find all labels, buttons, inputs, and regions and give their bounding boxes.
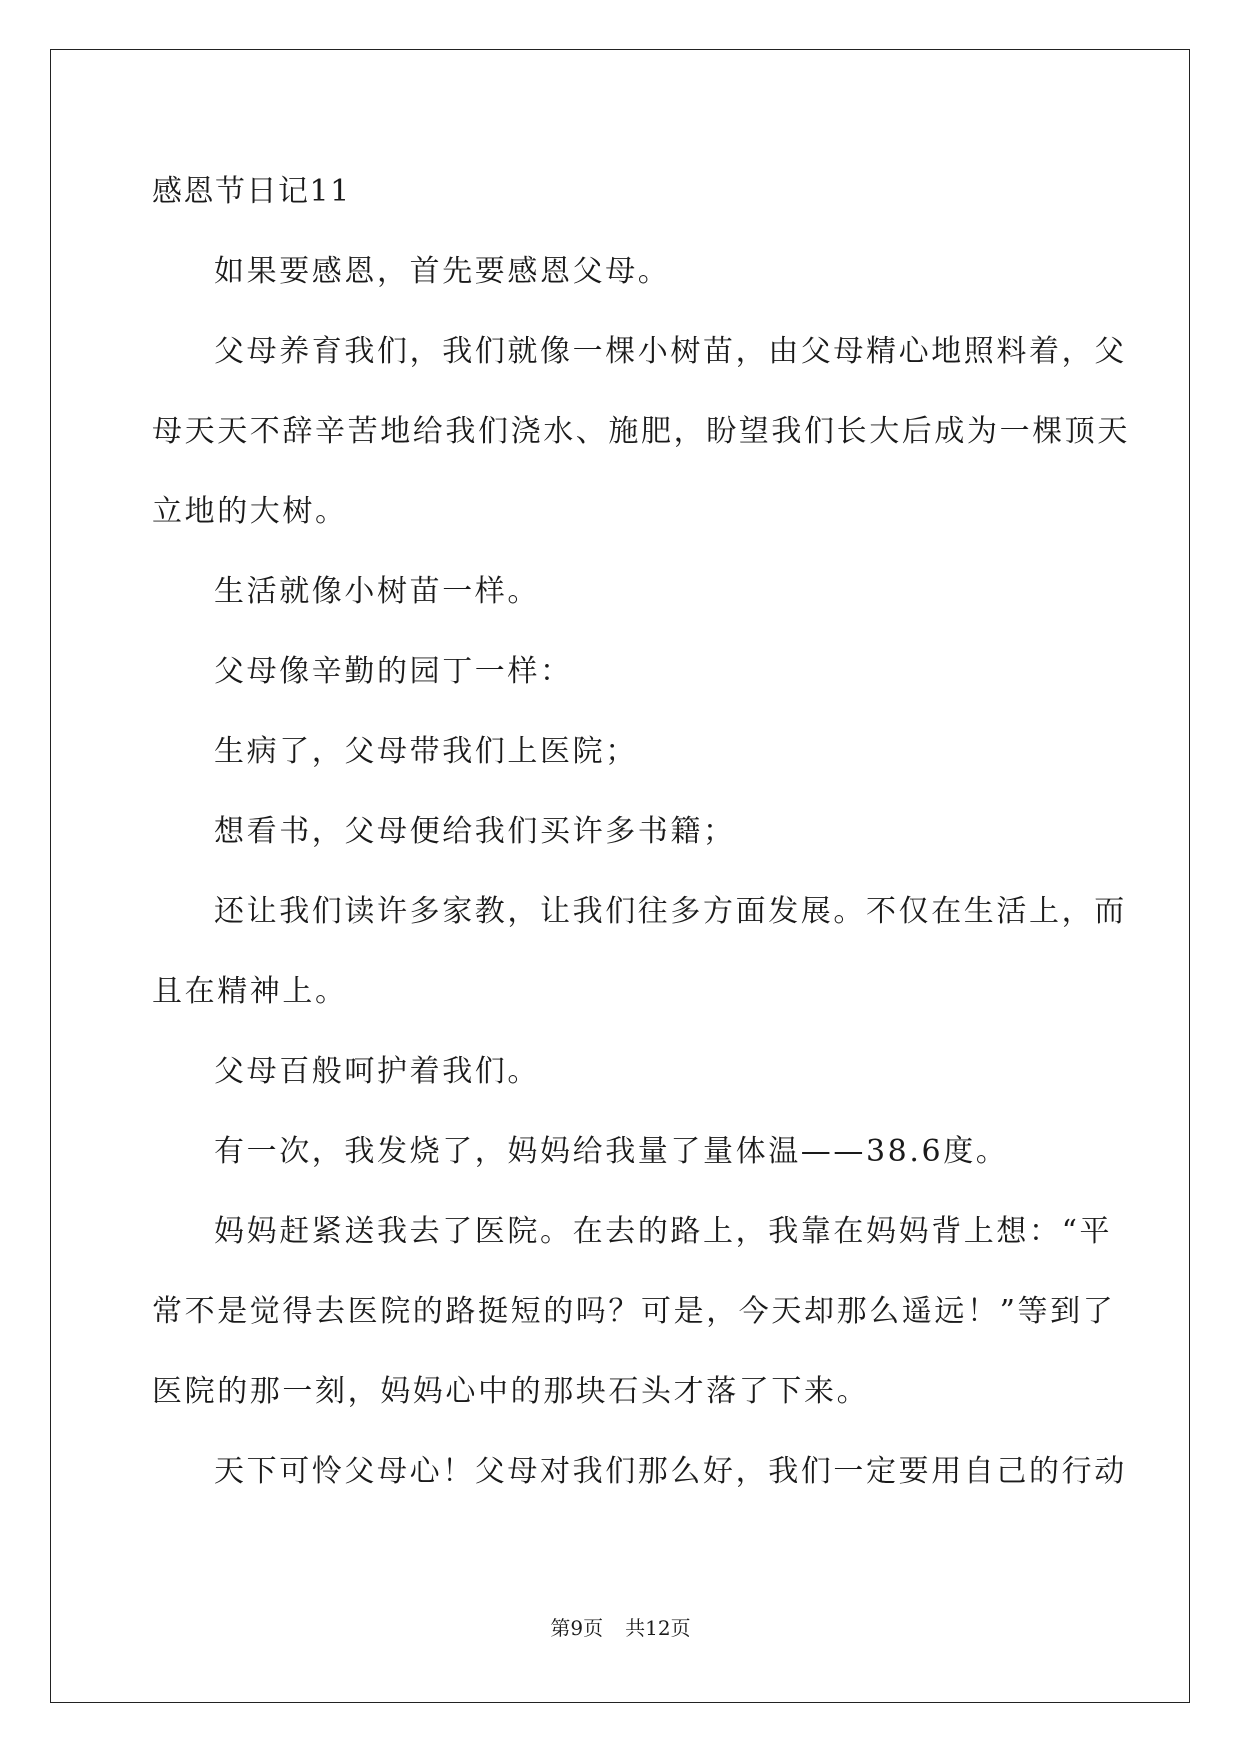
paragraph-line: 立地的大树。 xyxy=(152,494,348,529)
document-title: 感恩节日记11 xyxy=(152,174,351,209)
paragraph-line: 生活就像小树苗一样。 xyxy=(214,574,540,609)
paragraph-line: 妈妈赶紧送我去了医院。在去的路上，我靠在妈妈背上想：“平 xyxy=(214,1214,1113,1249)
paragraph-line: 如果要感恩，首先要感恩父母。 xyxy=(214,254,671,289)
page-footer xyxy=(0,1614,1241,1642)
page-total: 共12页 xyxy=(625,1616,691,1640)
paragraph-line: 且在精神上。 xyxy=(152,974,348,1009)
paragraph-line: 还让我们读许多家教，让我们往多方面发展。不仅在生活上，而 xyxy=(214,894,1127,929)
paragraph-line: 天下可怜父母心！父母对我们那么好，我们一定要用自己的行动 xyxy=(214,1454,1127,1489)
paragraph-line: 父母百般呵护着我们。 xyxy=(214,1054,540,1089)
paragraph-line: 父母像辛勤的园丁一样： xyxy=(214,654,573,689)
paragraph-line: 父母养育我们，我们就像一棵小树苗，由父母精心地照料着，父 xyxy=(214,334,1127,369)
paragraph-line: 有一次，我发烧了，妈妈给我量了量体温——38.6度。 xyxy=(214,1134,1009,1169)
paragraph-line: 想看书，父母便给我们买许多书籍； xyxy=(214,814,736,849)
paragraph-line: 母天天不辞辛苦地给我们浇水、施肥，盼望我们长大后成为一棵顶天 xyxy=(152,414,1130,449)
paragraph-line: 常不是觉得去医院的路挺短的吗？可是，今天却那么遥远！”等到了 xyxy=(152,1294,1116,1329)
paragraph-line: 生病了，父母带我们上医院； xyxy=(214,734,638,769)
page-number: 第9页 xyxy=(550,1616,604,1640)
paragraph-line: 医院的那一刻，妈妈心中的那块石头才落了下来。 xyxy=(152,1374,870,1409)
